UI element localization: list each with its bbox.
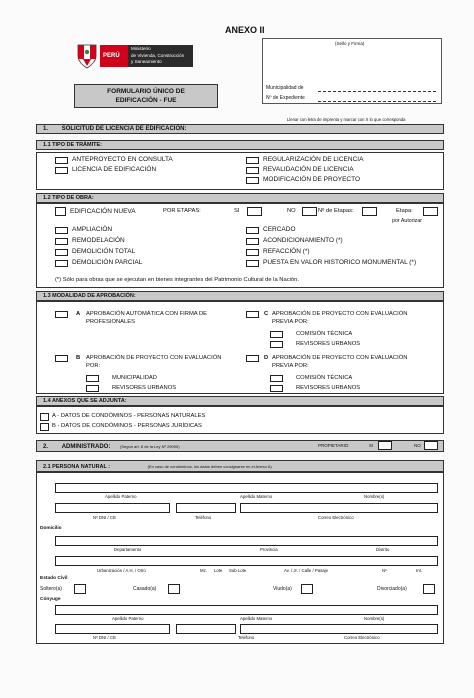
checkbox-etapas-no[interactable] <box>302 207 317 216</box>
section-2-1-header <box>36 460 444 472</box>
conyuge-dni-input[interactable] <box>55 624 170 634</box>
modalidad-b-letter: B <box>76 355 81 361</box>
label-sublote: Sub Lote <box>229 568 247 573</box>
patrimonio-note: (*) Sólo para obras que se ejecutan en bienes integrantes del Patrimonio Cultural de la Nación. <box>55 277 299 283</box>
checkbox-d-revisores[interactable] <box>270 385 283 392</box>
checkbox-regularizacion[interactable] <box>246 157 259 164</box>
expediente-label: Nº de Expediente <box>266 95 305 101</box>
label-soltero: Soltero(a) <box>40 586 62 592</box>
label-n-etapas: Nº de Etapas: <box>318 208 354 214</box>
section-2-number: 2. <box>43 444 49 450</box>
telefono-input[interactable] <box>176 503 236 513</box>
section-1-2-header <box>36 193 444 203</box>
checkbox-divorciado[interactable] <box>423 584 435 594</box>
checkbox-demolicion-parcial[interactable] <box>55 260 68 267</box>
dni-input[interactable] <box>55 503 170 513</box>
ministry-line-1: Ministerio <box>131 46 151 51</box>
label-no-etapas: NO <box>287 208 296 214</box>
label-etapa: Etapa: <box>396 208 413 214</box>
label-b-municipalidad: MUNICIPALIDAD <box>112 375 157 381</box>
modalidad-a-line-2: PROFESIONALES <box>86 319 135 325</box>
conyuge-correo-input[interactable] <box>240 624 438 634</box>
checkbox-ampliacion[interactable] <box>55 227 68 234</box>
label-por-autorizar: por Autorizar <box>392 218 423 224</box>
label-departamento: Departamento <box>114 547 142 552</box>
label-demolicion-total: DEMOLICIÓN TOTAL <box>72 248 136 255</box>
estado-civil-label: Estado Civil <box>40 576 68 581</box>
label-por-etapas: POR ETAPAS: <box>163 208 201 214</box>
checkbox-anteproyecto[interactable] <box>55 157 68 164</box>
municipalidad-input[interactable] <box>318 84 436 92</box>
label-telefono: Teléfono <box>195 515 212 520</box>
input-etapa[interactable] <box>423 207 438 216</box>
modalidad-c-line-1: APROBACIÓN DE PROYECTO CON EVALUACIÓN <box>272 311 408 317</box>
checkbox-viudo[interactable] <box>301 584 313 594</box>
label-acondicionamiento: ACONDICIONAMIENTO (*) <box>263 237 343 244</box>
checkbox-etapas-si[interactable] <box>247 207 262 216</box>
sello-label: (Sello y Firma) <box>335 41 365 46</box>
form-title-line-2: EDIFICACIÓN - FUE <box>115 97 177 104</box>
label-av-jr: Av. / Jr. / Calle / Pasaje <box>284 568 329 573</box>
section-1-4-title: 1.4 ANEXOS QUE SE ADJUNTA: <box>43 398 127 404</box>
modalidad-a-letter: A <box>76 311 81 317</box>
label-c-nombres: Nombre(s) <box>364 616 385 621</box>
checkbox-edificacion-nueva[interactable] <box>55 207 66 216</box>
conyuge-nombre-input-row[interactable] <box>55 605 438 615</box>
checkbox-casado[interactable] <box>168 584 180 594</box>
checkbox-licencia[interactable] <box>55 167 68 174</box>
instruction-text: Llenar con letra de imprenta y marcar con X lo que corresponda <box>287 117 406 122</box>
checkbox-b-revisores[interactable] <box>86 385 99 392</box>
ministry-line-2: de Vivienda, Construcción <box>131 52 185 58</box>
label-remodelacion: REMODELACIÓN <box>72 237 125 244</box>
checkbox-revalidacion[interactable] <box>246 167 259 174</box>
modalidad-b-line-1: APROBACIÓN DE PROYECTO CON EVALUACIÓN <box>86 355 222 361</box>
expediente-input[interactable] <box>318 94 436 102</box>
checkbox-modificacion[interactable] <box>246 177 259 184</box>
section-1-3-header <box>36 291 444 301</box>
correo-input[interactable] <box>240 503 438 513</box>
section-1-3-title: 1.3 MODALIDAD DE APROBACIÓN: <box>43 293 136 299</box>
checkbox-acondicionamiento[interactable] <box>246 238 259 245</box>
label-dni: Nº DNI / CE <box>93 515 116 520</box>
checkbox-d-comision[interactable] <box>270 375 283 382</box>
label-d-comision: COMISIÓN TÉCNICA <box>296 375 353 381</box>
label-c-dni: Nº DNI / CE <box>93 635 116 640</box>
label-correo: Correo Electrónico <box>318 515 354 520</box>
label-mz: Mz. <box>200 568 207 573</box>
label-d-revisores: REVISORES URBANOS <box>296 385 361 391</box>
label-provincia: Provincia <box>260 547 278 552</box>
label-revalidacion: REVALIDACIÓN DE LICENCIA <box>263 166 354 173</box>
checkbox-modalidad-c[interactable] <box>246 311 259 318</box>
section-2-1-title: 2.1 PERSONA NATURAL : <box>43 464 111 470</box>
checkbox-puesta-en-valor[interactable] <box>246 260 259 267</box>
label-c-apellido-materno: Apellido Materno <box>240 616 273 621</box>
modalidad-c-line-2: PREVIA POR: <box>272 319 309 325</box>
label-edificacion-nueva: EDIFICACIÓN NUEVA <box>70 208 136 215</box>
checkbox-c-revisores[interactable] <box>270 341 283 348</box>
checkbox-demolicion-total[interactable] <box>55 249 68 256</box>
checkbox-modalidad-d[interactable] <box>246 355 259 362</box>
section-1-2-title: 1.2 TIPO DE OBRA: <box>43 195 94 201</box>
municipalidad-label: Municipalidad de <box>266 85 304 91</box>
checkbox-refaccion[interactable] <box>246 249 259 256</box>
label-c-correo: Correo Electrónico <box>344 635 380 640</box>
modalidad-b-line-2: POR: <box>86 363 101 369</box>
label-refaccion: REFACCIÓN (*) <box>263 248 310 255</box>
checkbox-modalidad-a[interactable] <box>55 311 68 318</box>
label-int: Int. <box>416 568 422 573</box>
label-distrito: Distrito <box>376 547 390 552</box>
section-1-header <box>36 124 444 134</box>
label-b-revisores: REVISORES URBANOS <box>112 385 177 391</box>
label-anteproyecto: ANTEPROYECTO EN CONSULTA <box>72 156 173 163</box>
label-si-etapas: SI <box>234 208 240 214</box>
checkbox-anexo-a[interactable] <box>40 413 49 421</box>
label-ampliacion: AMPLIACIÓN <box>72 226 113 233</box>
label-urbanizacion: Urbanización / A.H. / Otro <box>97 568 146 573</box>
peru-shield-icon <box>76 44 98 69</box>
label-nombres: Nombre(s) <box>364 494 385 499</box>
checkbox-b-municipalidad[interactable] <box>86 375 99 382</box>
label-apellido-paterno: Apellido Paterno <box>105 494 137 499</box>
label-modificacion: MODIFICACIÓN DE PROYECTO <box>263 176 361 183</box>
checkbox-propietario-no[interactable] <box>424 441 438 450</box>
propietario-si-label: SI <box>369 443 374 448</box>
modalidad-c-letter: C <box>264 311 269 317</box>
ubicacion-input-row[interactable] <box>55 536 438 546</box>
label-viudo: Viudo(a) <box>273 586 292 592</box>
direccion-input-row[interactable] <box>55 556 438 566</box>
label-c-revisores: REVISORES URBANOS <box>296 341 361 347</box>
checkbox-soltero[interactable] <box>74 584 86 594</box>
label-anexo-b: B - DATOS DE CONDÓMINOS - PERSONAS JURÍDICAS <box>52 423 202 429</box>
label-puesta-en-valor: PUESTA EN VALOR HISTORICO MONUMENTAL (*) <box>263 259 417 266</box>
checkbox-cercado[interactable] <box>246 227 259 234</box>
ministry-logo-block <box>128 45 193 67</box>
section-2-ley: (Según art. 8 de la Ley Nº 29090) <box>120 444 180 449</box>
modalidad-d-line-1: APROBACIÓN DE PROYECTO CON EVALUACIÓN <box>272 355 408 361</box>
label-regularizacion: REGULARIZACIÓN DE LICENCIA <box>263 156 364 163</box>
modalidad-a-line-1: APROBACIÓN AUTOMÁTICA CON FIRMA DE <box>86 311 208 317</box>
label-divorciado: Divorciado(a) <box>377 586 407 592</box>
label-numero: Nº <box>382 568 387 573</box>
label-c-apellido-paterno: Apellido Paterno <box>112 616 144 621</box>
label-anexo-a: A - DATOS DE CONDÓMINOS - PERSONAS NATURALES <box>52 413 206 419</box>
section-1-1-title: 1.1 TIPO DE TRÁMITE: <box>43 142 102 148</box>
section-1-4-panel <box>36 406 444 434</box>
anexo-title: ANEXO II <box>225 25 265 35</box>
label-c-comision: COMISIÓN TÉCNICA <box>296 331 353 337</box>
section-1-number: 1. <box>43 126 49 132</box>
label-licencia: LICENCIA DE EDIFICACIÓN <box>72 166 157 173</box>
section-1-4-header <box>36 396 444 406</box>
label-apellido-materno: Apellido Materno <box>240 494 273 499</box>
input-n-etapas[interactable] <box>362 207 377 216</box>
section-2-1-note: (En caso de condóminos, los datos deben consignarse en el Anexo A) <box>147 464 272 469</box>
logo-peru-text: PERÚ <box>103 53 120 59</box>
label-casado: Casado(a) <box>133 586 157 592</box>
checkbox-c-comision[interactable] <box>270 331 283 338</box>
label-c-telefono: Teléfono <box>238 635 255 640</box>
propietario-no-label: NO <box>414 443 421 448</box>
conyuge-label: Cónyuge <box>40 597 61 602</box>
domicilio-label: Domicilio <box>40 526 62 531</box>
conyuge-telefono-input[interactable] <box>176 624 236 634</box>
modalidad-d-letter: D <box>264 355 269 361</box>
section-1-1-header <box>36 140 444 150</box>
label-demolicion-parcial: DEMOLICIÓN PARCIAL <box>72 259 143 266</box>
checkbox-remodelacion[interactable] <box>55 238 68 245</box>
nombre-input-row[interactable] <box>55 483 438 493</box>
form-title-box <box>74 84 218 108</box>
section-2-title: ADMINISTRADO: <box>61 444 111 450</box>
section-1-title: SOLICITUD DE LICENCIA DE EDIFICACIÓN: <box>61 126 187 132</box>
section-1-2-panel <box>36 203 444 288</box>
checkbox-propietario-si[interactable] <box>378 441 392 450</box>
form-title-line-1: FORMULARIO ÚNICO DE <box>107 88 185 95</box>
propietario-label: PROPIETARIO <box>318 443 349 448</box>
label-lote: Lote <box>214 568 223 573</box>
label-cercado: CERCADO <box>263 226 296 233</box>
peru-logo-block <box>100 45 128 67</box>
checkbox-anexo-b[interactable] <box>40 423 49 431</box>
modalidad-d-line-2: PREVIA POR: <box>272 363 309 369</box>
checkbox-modalidad-b[interactable] <box>55 355 68 362</box>
ministry-line-3: y Saneamiento <box>131 59 162 64</box>
